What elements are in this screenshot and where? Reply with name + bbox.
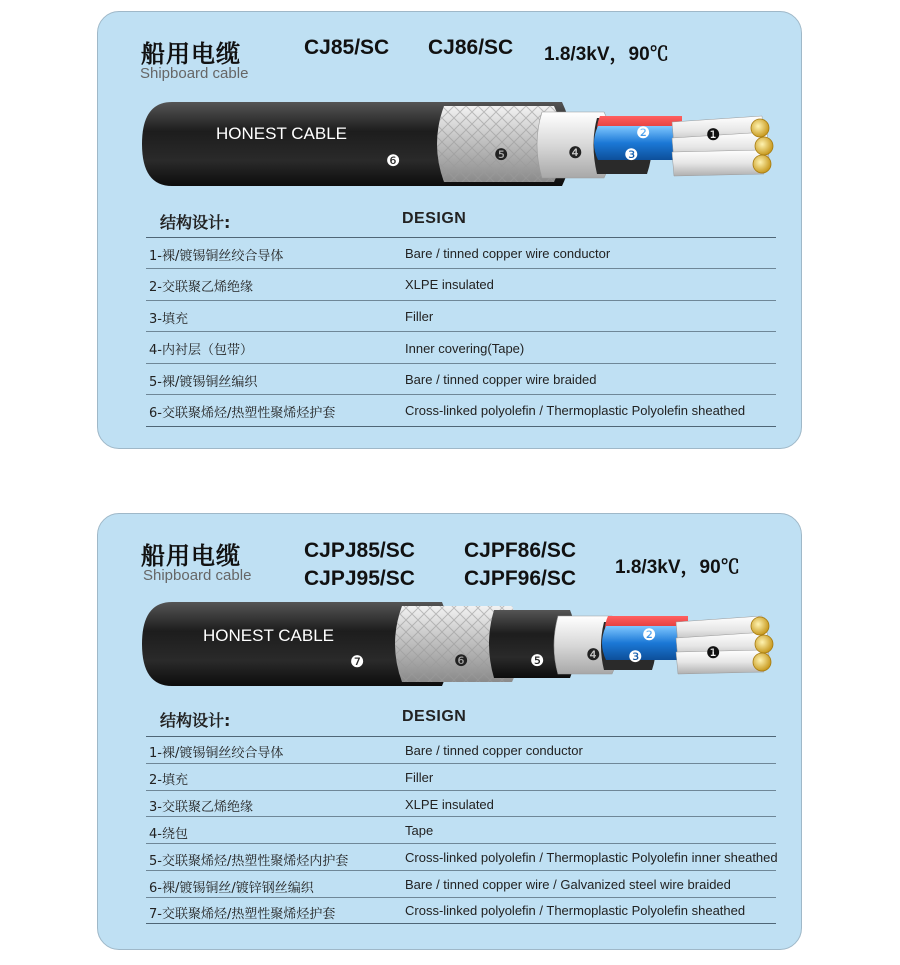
marker-3: ❸ bbox=[628, 647, 643, 666]
row-cn: 6-裸/镀锡铜丝/镀锌钢丝编织 bbox=[149, 881, 314, 896]
row-en: Bare / tinned copper wire braided bbox=[405, 372, 597, 387]
table-rule bbox=[146, 268, 776, 269]
marker-5: ❺ bbox=[530, 651, 545, 670]
title-en: Shipboard cable bbox=[143, 567, 252, 584]
row-en: Bare / tinned copper wire conductor bbox=[405, 246, 611, 261]
row-en: Cross-linked polyolefin / Thermoplastic Polyolefin sheathed bbox=[405, 403, 746, 418]
cable-label: HONEST CABLE bbox=[203, 626, 335, 645]
row-cn: 2-填充 bbox=[149, 773, 188, 788]
table-rule bbox=[146, 763, 776, 764]
design-header-en: DESIGN bbox=[402, 210, 467, 227]
row-en: Filler bbox=[405, 309, 434, 324]
model-number: CJPF96/SC bbox=[464, 567, 577, 590]
table-rule bbox=[146, 331, 776, 332]
table-rule bbox=[146, 363, 776, 364]
model-number: CJPJ95/SC bbox=[304, 567, 415, 590]
cable-label: HONEST CABLE bbox=[216, 124, 348, 143]
table-rule bbox=[146, 426, 776, 427]
row-en: Cross-linked polyolefin / Thermoplastic Polyolefin inner sheathed bbox=[405, 850, 778, 865]
design-header-en: DESIGN bbox=[402, 708, 467, 725]
row-en: Bare / tinned copper wire / Galvanized steel wire braided bbox=[405, 877, 731, 892]
table-rule bbox=[146, 923, 776, 924]
model-number: CJPJ85/SC bbox=[304, 539, 415, 562]
row-en: Tape bbox=[405, 823, 434, 838]
row-en: XLPE insulated bbox=[405, 277, 494, 292]
model-number: CJ86/SC bbox=[428, 36, 514, 59]
title-cn: 船用电缆 bbox=[141, 542, 241, 570]
row-en: Filler bbox=[405, 770, 434, 785]
model-number: CJ85/SC bbox=[304, 36, 390, 59]
spec-panel-2 bbox=[97, 513, 802, 950]
voltage-temperature-rating: 1.8/3kV，90℃ bbox=[615, 557, 740, 578]
row-cn: 4-绕包 bbox=[149, 827, 188, 842]
row-en: Inner covering(Tape) bbox=[405, 341, 525, 356]
marker-3: ❸ bbox=[624, 145, 639, 164]
row-cn: 5-交联聚烯烃/热塑性聚烯烃内护套 bbox=[149, 854, 349, 869]
title-cn: 船用电缆 bbox=[141, 40, 241, 68]
marker-5: ❺ bbox=[494, 145, 509, 164]
design-header-cn: 结构设计: bbox=[160, 711, 231, 730]
row-en: XLPE insulated bbox=[405, 797, 494, 812]
table-rule bbox=[146, 843, 776, 844]
marker-1: ❶ bbox=[706, 643, 721, 662]
marker-2: ❷ bbox=[636, 123, 651, 142]
table-rule bbox=[146, 790, 776, 791]
table-rule bbox=[146, 897, 776, 898]
row-cn: 2-交联聚乙烯绝缘 bbox=[149, 280, 253, 295]
table-rule bbox=[146, 736, 776, 737]
cable-cross-section-illustration bbox=[142, 94, 792, 194]
row-cn: 3-填充 bbox=[149, 312, 188, 327]
marker-1: ❶ bbox=[706, 125, 721, 144]
model-number: CJPF86/SC bbox=[464, 539, 577, 562]
row-cn: 6-交联聚烯烃/热塑性聚烯烃护套 bbox=[149, 406, 336, 421]
cable-cross-section-illustration bbox=[142, 596, 792, 696]
row-cn: 1-裸/镀锡铜丝绞合导体 bbox=[149, 249, 284, 264]
design-header-cn: 结构设计: bbox=[160, 213, 231, 232]
marker-6: ❻ bbox=[386, 151, 401, 170]
table-rule bbox=[146, 237, 776, 238]
row-cn: 1-裸/镀锡铜丝绞合导体 bbox=[149, 746, 284, 761]
spec-panel-1 bbox=[97, 11, 802, 449]
marker-2: ❷ bbox=[642, 625, 657, 644]
table-rule bbox=[146, 816, 776, 817]
row-cn: 5-裸/镀锡铜丝编织 bbox=[149, 375, 258, 390]
table-rule bbox=[146, 300, 776, 301]
row-cn: 3-交联聚乙烯绝缘 bbox=[149, 800, 253, 815]
row-cn: 7-交联聚烯烃/热塑性聚烯烃护套 bbox=[149, 907, 336, 922]
table-rule bbox=[146, 870, 776, 871]
row-en: Bare / tinned copper conductor bbox=[405, 743, 583, 758]
title-en: Shipboard cable bbox=[140, 65, 249, 82]
row-cn: 4-内衬层（包带） bbox=[149, 343, 253, 358]
voltage-temperature-rating: 1.8/3kV，90℃ bbox=[544, 44, 669, 65]
marker-4: ❹ bbox=[568, 143, 583, 162]
table-rule bbox=[146, 394, 776, 395]
marker-7: ❼ bbox=[350, 652, 365, 671]
marker-4: ❹ bbox=[586, 645, 601, 664]
marker-6: ❻ bbox=[454, 651, 469, 670]
row-en: Cross-linked polyolefin / Thermoplastic Polyolefin sheathed bbox=[405, 903, 746, 918]
